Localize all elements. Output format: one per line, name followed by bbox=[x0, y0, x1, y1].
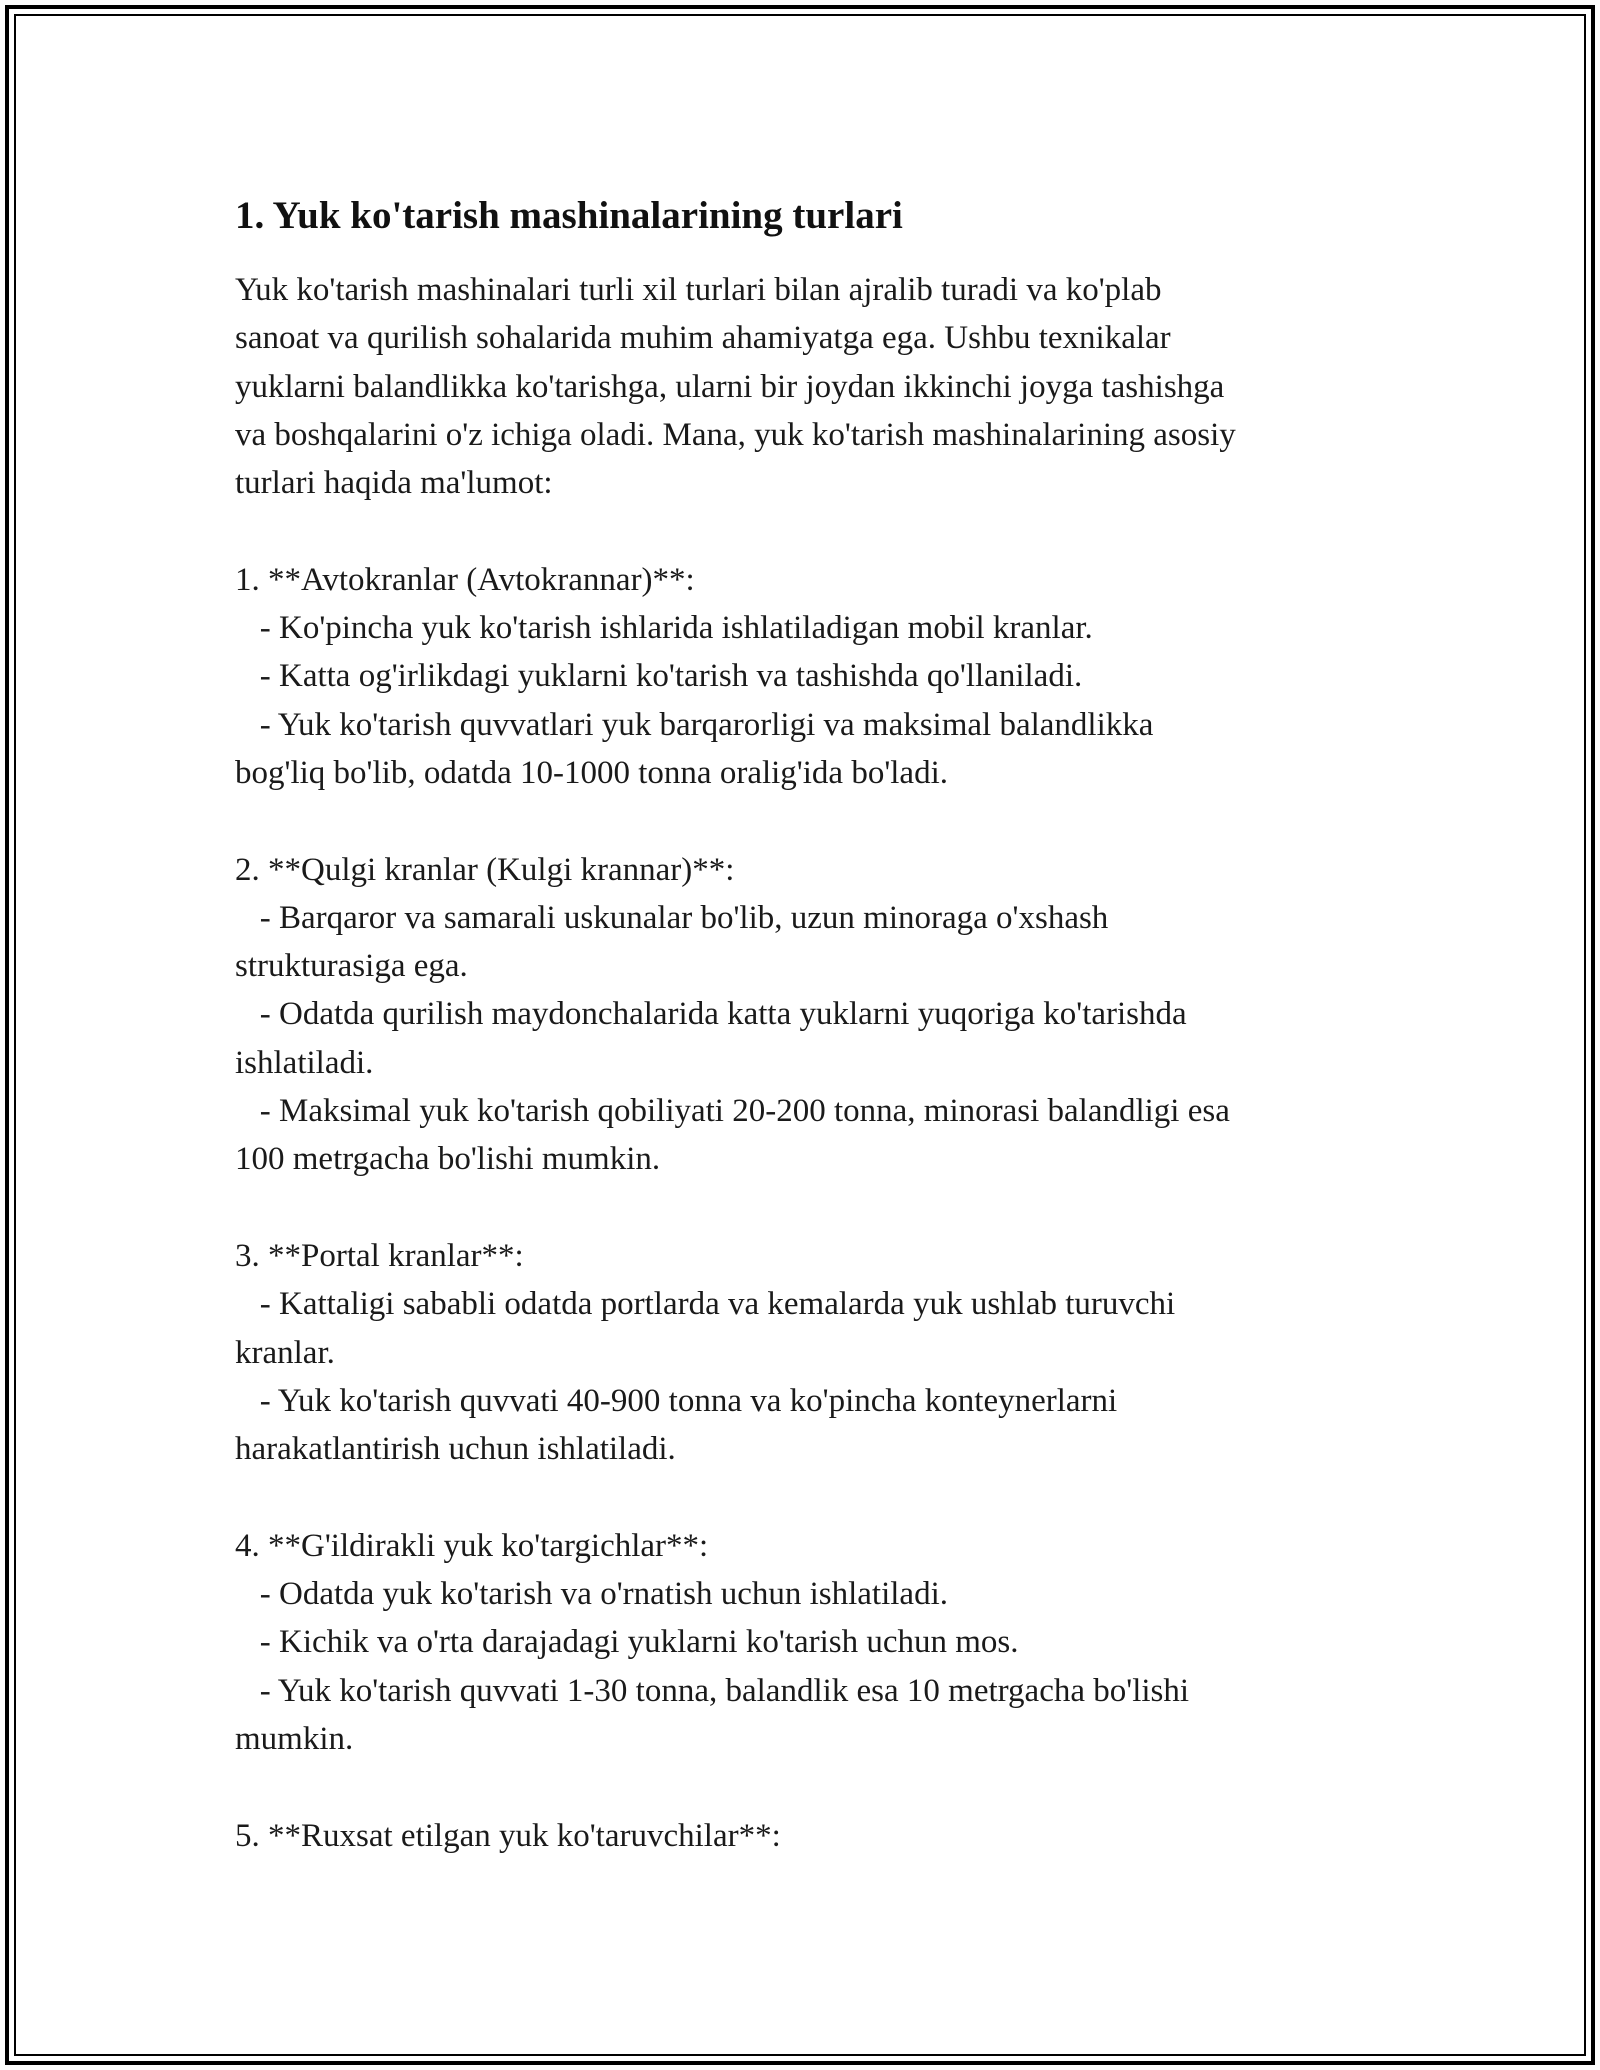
document-heading: 1. Yuk ko'tarish mashinalarining turlari bbox=[235, 194, 903, 237]
document-body: Yuk ko'tarish mashinalari turli xil turlari bilan ajralib turadi va ko'plab sanoat va qurilish sohalarida muhim ahamiyatga ega. Ushbu texnikalar yuklarni balandlikka ko'tarishga, ularni bir joydan ikkinchi joyga tashishga va boshqalarini o'z ichiga oladi. Mana, yuk ko'tarish mashinalarining asosiy turlari haqida ma'lumot: 1. **Avtokranlar (Avtokrannar)**: - Ko'pincha yuk ko'tarish ishlarida ishlatiladigan mobil kranlar. - Katta og'irlikdagi yuklarni ko'tarish va tashishda qo'llaniladi. - Yuk ko'tarish quvvatlari yuk barqarorligi va maksimal balandlikka bog'liq bo'lib, odatda 10-1000 tonna oralig'ida bo'ladi. 2. **Qulgi kranlar (Kulgi krannar)**: - Barqaror va samarali uskunalar bo'lib, uzun minoraga o'xshash strukturasiga ega. - Odatda qurilish maydonchalarida katta yuklarni yuqoriga ko'tarishda ishlatiladi. - Maksimal yuk ko'tarish qobiliyati 20-200 tonna, minorasi balandligi esa 100 metrgacha bo'lishi mumkin. 3. **Portal kranlar**: - Kattaligi sababli odatda portlarda va kemalarda yuk ushlab turuvchi kranlar. - Yuk ko'tarish quvvati 40-900 tonna va ko'pincha konteynerlarni harakatlantirish uchun ishlatiladi. 4. **G'ildirakli yuk ko'targichlar**: - Odatda yuk ko'tarish va o'rnatish uchun ishlatiladi. - Kichik va o'rta darajadagi yuklarni ko'tarish uchun mos. - Yuk ko'tarish quvvati 1-30 tonna, balandlik esa 10 metrgacha bo'lishi mumkin. 5. **Ruxsat etilgan yuk ko'taruvchilar**: bbox=[235, 272, 1236, 1854]
document-content bbox=[235, 188, 1385, 1860]
